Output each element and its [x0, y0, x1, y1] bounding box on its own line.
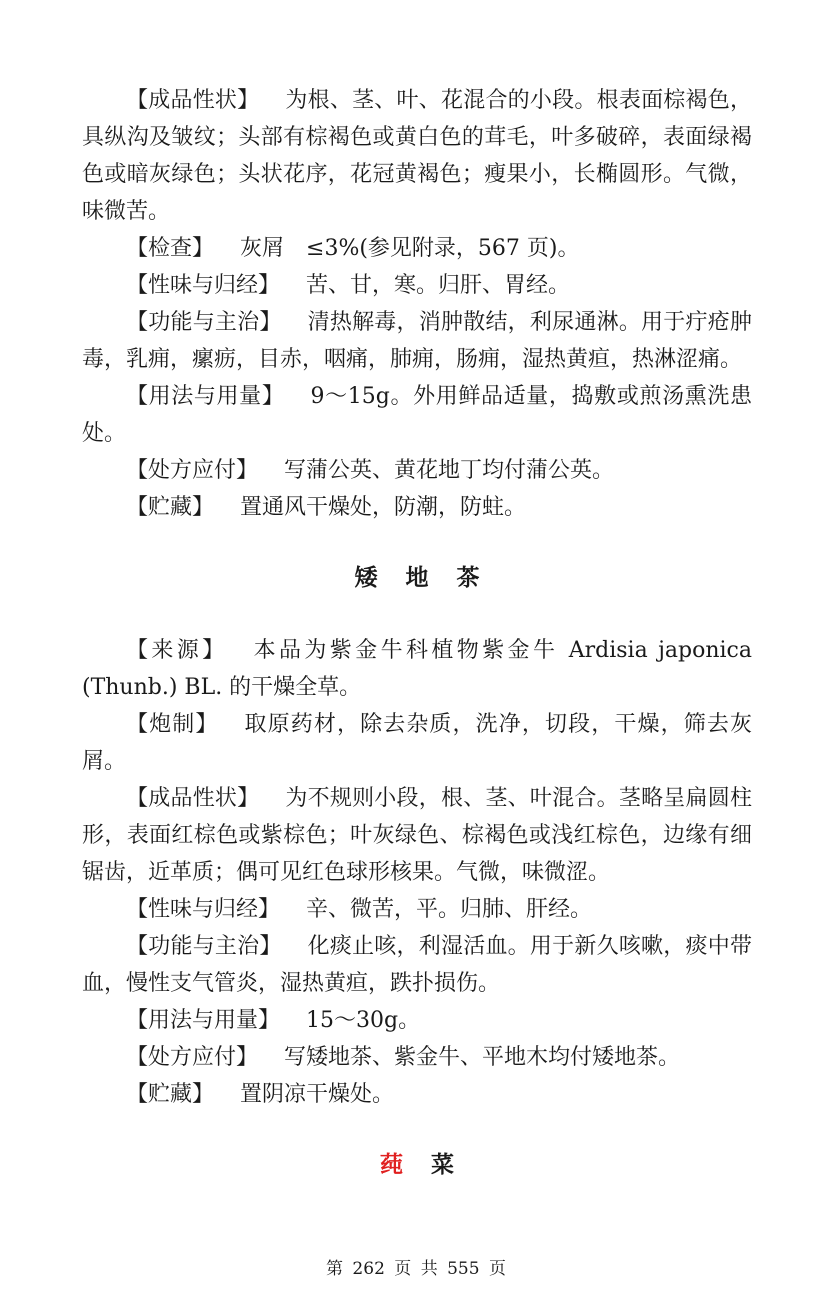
title-char: 茶 — [456, 564, 480, 591]
paragraph-inspection — [82, 230, 752, 267]
field-label: 【炮制】 — [126, 712, 219, 737]
field-label: 【来源】 — [126, 638, 228, 663]
field-text: 灰屑 ≤3%(参见附录，567 页)。 — [240, 236, 580, 261]
field-text: 清热解毒，消肿散结，利尿通淋。用于疔疮肿毒，乳痈，瘰疬，目赤，咽痛，肺痈，肠痈，湿热黄疸，热淋涩痛。 — [82, 310, 752, 372]
title-char: 菜 — [431, 1151, 454, 1178]
monograph-previous — [82, 82, 752, 526]
field-label: 【功能与主治】 — [126, 934, 282, 959]
field-label: 【贮藏】 — [126, 495, 215, 520]
field-label: 【检查】 — [126, 236, 215, 261]
paragraph-appearance — [82, 82, 752, 230]
field-text: 辛、微苦，平。归肺、肝经。 — [306, 897, 593, 922]
paragraph-prescription — [82, 452, 752, 489]
title-char: 地 — [405, 564, 429, 591]
paragraph-source — [82, 632, 752, 706]
field-text: 取原药材，除去杂质，洗净，切段，干燥，筛去灰屑。 — [82, 712, 752, 774]
field-label: 【处方应付】 — [126, 458, 259, 483]
field-text: 本品为紫金牛科植物紫金牛 Ardisia japonica (Thunb.) BL. 的干燥全草。 — [82, 638, 752, 700]
paragraph-usage-dosage — [82, 1002, 752, 1039]
monograph-aidicha — [82, 632, 752, 1113]
field-label: 【成品性状】 — [126, 786, 260, 811]
paragraph-function-indication — [82, 928, 752, 1002]
paragraph-storage — [82, 1076, 752, 1113]
field-text: 置通风干燥处，防潮，防蛀。 — [240, 495, 527, 520]
paragraph-storage — [82, 489, 752, 526]
paragraph-function-indication — [82, 304, 752, 378]
field-text: 写蒲公英、黄花地丁均付蒲公英。 — [284, 458, 615, 483]
field-text: 化痰止咳，利湿活血。用于新久咳嗽，痰中带血，慢性支气管炎，湿热黄疸，跌扑损伤。 — [82, 934, 752, 996]
field-text: 为不规则小段，根、茎、叶混合。茎略呈扁圆柱形，表面红棕色或紫棕色；叶灰绿色、棕褐色或浅红棕色，边缘有细锯齿，近革质；偶可见红色球形核果。气微，味微涩。 — [82, 786, 752, 885]
field-text: 苦、甘，寒。归肝、胃经。 — [306, 273, 571, 298]
field-label: 【性味与归经】 — [126, 273, 281, 298]
field-label: 【贮藏】 — [126, 1082, 215, 1107]
field-text: 为根、茎、叶、花混合的小段。根表面棕褐色，具纵沟及皱纹；头部有棕褐色或黄白色的茸毛，叶多破碎，表面绿褐色或暗灰绿色；头状花序，花冠黄褐色；瘦果小，长椭圆形。气微，味微苦。 — [82, 88, 752, 224]
title-char: 矮 — [354, 564, 378, 591]
paragraph-nature-meridian — [82, 891, 752, 928]
field-text: 置阴凉干燥处。 — [240, 1082, 395, 1107]
monograph-title-next — [82, 1147, 752, 1183]
field-label: 【成品性状】 — [126, 88, 260, 113]
field-label: 【性味与归经】 — [126, 897, 281, 922]
document-page — [82, 82, 752, 1183]
field-label: 【功能与主治】 — [126, 310, 282, 335]
paragraph-processing — [82, 706, 752, 780]
paragraph-appearance — [82, 780, 752, 891]
title-char-highlighted: 莼 — [379, 1151, 403, 1178]
field-text: 15～30g。 — [306, 1008, 421, 1033]
paragraph-nature-meridian — [82, 267, 752, 304]
field-text: 9～15g。外用鲜品适量，捣敷或煎汤熏洗患处。 — [82, 384, 752, 446]
page-footer: 第 262 页 共 555 页 — [326, 1259, 506, 1279]
monograph-title — [82, 560, 752, 596]
field-text: 写矮地茶、紫金牛、平地木均付矮地茶。 — [284, 1045, 681, 1070]
field-label: 【用法与用量】 — [126, 384, 285, 409]
field-label: 【用法与用量】 — [126, 1008, 281, 1033]
paragraph-usage-dosage — [82, 378, 752, 452]
paragraph-prescription — [82, 1039, 752, 1076]
field-label: 【处方应付】 — [126, 1045, 259, 1070]
